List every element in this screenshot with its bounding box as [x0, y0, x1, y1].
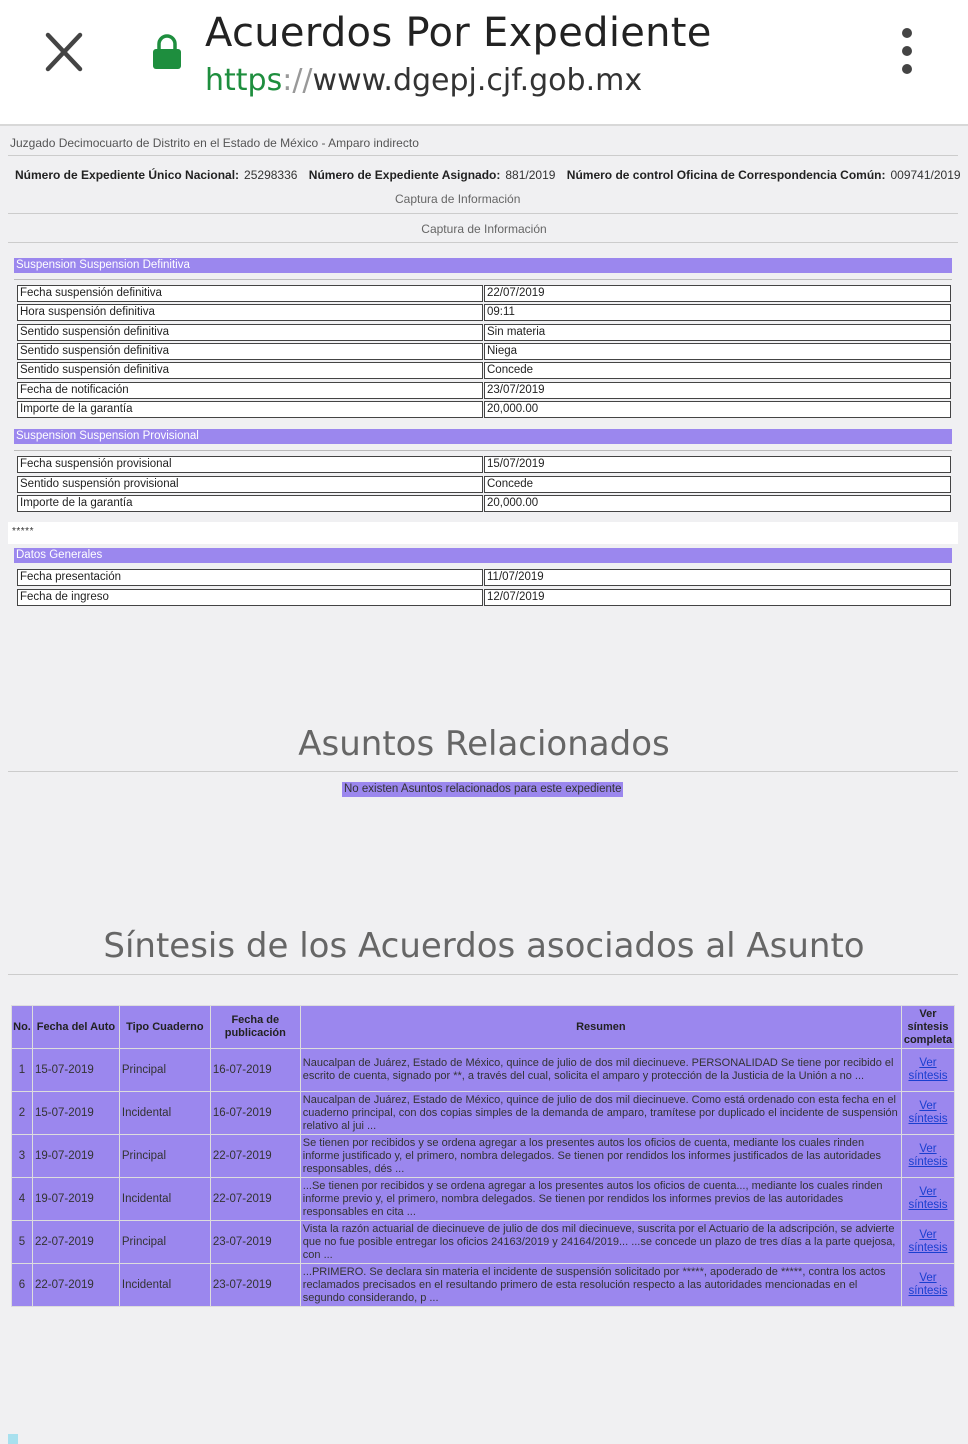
field-label: Importe de la garantía	[17, 495, 483, 512]
column-header-fecha-auto: Fecha del Auto	[32, 1006, 119, 1049]
captura-label: Captura de Información	[395, 192, 521, 206]
table-row	[17, 324, 951, 341]
field-label: Sentido suspensión definitiva	[17, 362, 483, 379]
field-value: Niega	[484, 343, 951, 360]
fecha-publicacion: 16-07-2019	[210, 1092, 300, 1135]
browser-toolbar	[0, 0, 968, 126]
section-header-suspension-definitiva: Suspension Suspension Definitiva	[14, 258, 952, 273]
row-number: 3	[12, 1135, 33, 1178]
resumen: Vista la razón actuarial de diecinueve de julio de dos mil diecinueve, suscrita por el Actuario de la adscripción, se advierte que no fue posible entregar los oficios 24163/2019 y 24164/2019... ...se concede un plazo de tres días a la parte quejosa, con ...	[300, 1221, 901, 1264]
ver-sintesis-link[interactable]: Ver síntesis	[908, 1057, 948, 1082]
expediente-asignado-value: 881/2019	[505, 168, 556, 182]
address-bar-url[interactable]	[205, 63, 642, 98]
table-row	[12, 1264, 955, 1307]
separator-strip	[8, 522, 958, 544]
field-label: Fecha suspensión provisional	[17, 456, 483, 473]
table-row	[17, 285, 951, 302]
field-label: Fecha de notificación	[17, 382, 483, 399]
expediente-unico-value: 25298336	[244, 168, 298, 182]
scroll-indicator	[8, 1434, 18, 1444]
page-title: Acuerdos Por Expediente	[205, 10, 712, 56]
column-header-tipo-cuaderno: Tipo Cuaderno	[119, 1006, 210, 1049]
acuerdos-table	[11, 1005, 955, 1307]
table-row	[17, 343, 951, 360]
section-header-suspension-provisional: Suspension Suspension Provisional	[14, 429, 952, 444]
table-row	[17, 362, 951, 379]
row-number: 6	[12, 1264, 33, 1307]
column-header-fecha-publicacion: Fecha de publicación	[210, 1006, 300, 1049]
ver-sintesis-cell	[901, 1092, 954, 1135]
redacted-text: *****	[12, 526, 34, 537]
divider	[8, 155, 958, 156]
divider	[8, 974, 958, 975]
expediente-unico-label: Número de Expediente Único Nacional:	[15, 168, 240, 182]
field-value: 20,000.00	[484, 401, 951, 418]
table-row	[12, 1178, 955, 1221]
field-label: Sentido suspensión provisional	[17, 476, 483, 493]
fecha-auto: 22-07-2019	[32, 1221, 119, 1264]
fecha-auto: 15-07-2019	[32, 1049, 119, 1092]
more-vert-icon[interactable]	[890, 26, 924, 78]
field-value: 23/07/2019	[484, 382, 951, 399]
field-label: Sentido suspensión definitiva	[17, 343, 483, 360]
ver-sintesis-link[interactable]: Ver síntesis	[908, 1272, 948, 1297]
control-value: 009741/2019	[890, 168, 961, 182]
table-row	[17, 569, 951, 586]
ver-sintesis-cell	[901, 1178, 954, 1221]
fecha-publicacion: 23-07-2019	[210, 1264, 300, 1307]
field-value: Concede	[484, 362, 951, 379]
field-label: Sentido suspensión definitiva	[17, 324, 483, 341]
table-row	[17, 456, 951, 473]
divider	[14, 279, 952, 280]
fecha-publicacion: 23-07-2019	[210, 1221, 300, 1264]
ver-sintesis-link[interactable]: Ver síntesis	[908, 1186, 948, 1211]
expediente-asignado-label: Número de Expediente Asignado:	[308, 168, 501, 182]
field-label: Importe de la garantía	[17, 401, 483, 418]
asuntos-heading: Asuntos Relacionados	[298, 724, 670, 764]
ver-sintesis-link[interactable]: Ver síntesis	[908, 1143, 948, 1168]
field-label: Fecha suspensión definitiva	[17, 285, 483, 302]
resumen: Naucalpan de Juárez, Estado de México, quince de julio de dos mil diecinueve. Como está ordenado con esta fecha en el cuaderno principal, con dos copias simples de la demanda de amparo, tramítese por duplicado el incidente de suspensión relativo al jui ...	[300, 1092, 901, 1135]
fecha-auto: 19-07-2019	[32, 1178, 119, 1221]
tipo-cuaderno: Principal	[119, 1049, 210, 1092]
table-row	[17, 495, 951, 512]
fecha-publicacion: 22-07-2019	[210, 1135, 300, 1178]
fecha-publicacion: 22-07-2019	[210, 1178, 300, 1221]
fecha-publicacion: 16-07-2019	[210, 1049, 300, 1092]
ver-sintesis-cell	[901, 1221, 954, 1264]
divider	[14, 450, 952, 451]
row-number: 1	[12, 1049, 33, 1092]
url-separator: ://	[282, 63, 313, 98]
column-header-resumen: Resumen	[300, 1006, 901, 1049]
field-value: Sin materia	[484, 324, 951, 341]
fecha-auto: 15-07-2019	[32, 1092, 119, 1135]
empty-message: No existen Asuntos relacionados para este expediente	[344, 783, 622, 795]
column-header-no: No.	[12, 1006, 33, 1049]
table-row	[17, 382, 951, 399]
tipo-cuaderno: Incidental	[119, 1178, 210, 1221]
field-value: 11/07/2019	[484, 569, 951, 586]
ver-sintesis-link[interactable]: Ver síntesis	[908, 1100, 948, 1125]
field-value: 09:11	[484, 304, 951, 321]
fecha-auto: 19-07-2019	[32, 1135, 119, 1178]
divider	[8, 213, 958, 214]
fecha-auto: 22-07-2019	[32, 1264, 119, 1307]
ver-sintesis-link[interactable]: Ver síntesis	[908, 1229, 948, 1254]
field-value: 12/07/2019	[484, 589, 951, 606]
sintesis-heading: Síntesis de los Acuerdos asociados al Asunto	[103, 926, 865, 966]
url-host: www.dgepj.cjf.gob.mx	[312, 63, 643, 98]
resumen: Se tienen por recibidos y se ordena agregar a los presentes autos los oficios de cuenta, mediante los cuales rinden informe justificado y, el primero, nombra delegados. Se tienen por rendidos los informes justificados de las autoridades responsables, dés ...	[300, 1135, 901, 1178]
expediente-info	[15, 168, 968, 182]
column-header-ver-sintesis: Ver síntesis completa	[901, 1006, 954, 1049]
tipo-cuaderno: Incidental	[119, 1264, 210, 1307]
row-number: 2	[12, 1092, 33, 1135]
row-number: 5	[12, 1221, 33, 1264]
field-value: 20,000.00	[484, 495, 951, 512]
table-row	[12, 1049, 955, 1092]
lock-icon[interactable]	[151, 34, 183, 70]
tipo-cuaderno: Incidental	[119, 1092, 210, 1135]
table-row	[17, 589, 951, 606]
table-row	[12, 1221, 955, 1264]
ver-sintesis-cell	[901, 1049, 954, 1092]
captura-label: Captura de Información	[421, 222, 547, 236]
tipo-cuaderno: Principal	[119, 1221, 210, 1264]
url-scheme: https	[205, 63, 283, 98]
control-label: Número de control Oficina de Correspondencia Común:	[566, 168, 886, 182]
field-value: 15/07/2019	[484, 456, 951, 473]
divider	[8, 771, 958, 772]
table-row	[17, 476, 951, 493]
close-icon[interactable]	[40, 30, 88, 74]
table-row	[12, 1135, 955, 1178]
table-row	[12, 1092, 955, 1135]
page-content	[0, 128, 968, 1444]
field-label: Hora suspensión definitiva	[17, 304, 483, 321]
table-header-row	[12, 1006, 955, 1049]
row-number: 4	[12, 1178, 33, 1221]
divider	[8, 242, 958, 243]
section-header-datos-generales: Datos Generales	[14, 548, 952, 563]
field-label: Fecha presentación	[17, 569, 483, 586]
field-value: 22/07/2019	[484, 285, 951, 302]
table-row	[17, 304, 951, 321]
ver-sintesis-cell	[901, 1135, 954, 1178]
field-label: Fecha de ingreso	[17, 589, 483, 606]
tipo-cuaderno: Principal	[119, 1135, 210, 1178]
resumen: ...Se tienen por recibidos y se ordena agregar a los presentes autos los oficios de cuenta..., mediante los cuales rinden informe previo y, el primero, nombra delegados. Se tienen por rendidos los informes previos de las autoridades responsables en cita ...	[300, 1178, 901, 1221]
table-row	[17, 401, 951, 418]
resumen: Naucalpan de Juárez, Estado de México, quince de julio de dos mil diecinueve. PERSONALIDAD Se tiene por recibido el escrito de cuenta, signado por **, a través del cual, solicita el amparo y protección de la Justicia de la Unión a no ...	[300, 1049, 901, 1092]
ver-sintesis-cell	[901, 1264, 954, 1307]
court-name: Juzgado Decimocuarto de Distrito en el Estado de México - Amparo indirecto	[10, 136, 419, 150]
resumen: ...PRIMERO. Se declara sin materia el incidente de suspensión solicitado por *****, apoderado de *****, contra los actos reclamados precisados en el resultando primero de esta resolución respecto a las autoridades mencionadas en el segundo considerando, p ...	[300, 1264, 901, 1307]
field-value: Concede	[484, 476, 951, 493]
